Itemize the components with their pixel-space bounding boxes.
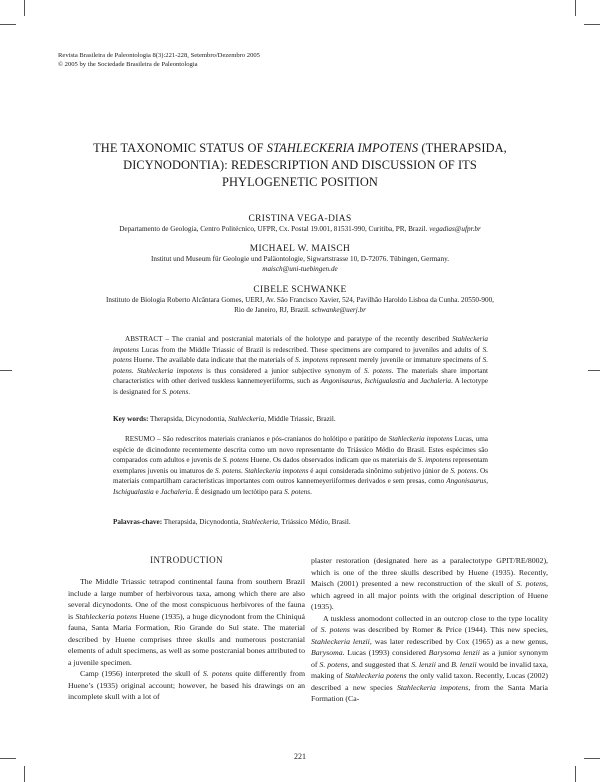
abstract-text: ABSTRACT – The cranial and postcranial materials of the holotype and paratype of the recently described Stahleckeria impotens Lucas from the Middle Triassic of Brazil is redescribed. These specimens are compared to juveniles and adults of S. potens Huene. The available data indicate that the materials of S. impotens represent merely juvenile or immature specimens of S. potens. Stahleckeria impotens is thus considered a junior subjective synonym of S. potens. The materials share important characteristics with other derived tuskless kannemeyeriiforms, such as Angonisaurus, Ischigualastia and Jachaleria. A lectotype is designated for S. potens. [113, 335, 489, 396]
title-species: STAHLECKERIA IMPOTENS [266, 141, 419, 155]
crop-mark [24, 766, 25, 782]
author-2 [60, 243, 540, 275]
keywords-text: Key words: Therapsida, Dicynodontia, Stahleckeria, Middle Triassic, Brazil. [113, 415, 336, 423]
palavras-chave-text: Palavras-chave: Therapsida, Dicynodontia, Stahleckeria, Triássico Médio, Brasil. [113, 518, 351, 526]
keywords-label: Key words: [113, 415, 149, 423]
journal-copyright: © 2005 by the Sociedade Brasileira de Paleontologia [58, 60, 198, 68]
author-affiliation: Institut und Museum für Geologie und Paläontologie, Sigwartstrasse 10, D-72076. Tübingen, Germany. [150, 255, 450, 263]
article-title [60, 140, 540, 191]
intro-paragraph-1: The Middle Triassic tetrapod continental fauna from southern Brazil include a large number of herbivorous taxa, among which there are also several dicynodonts. One of the most conspicuous herbivores of the fauna is Stahleckeria potens Huene (1935), a huge dicynodont from the Chiniquá fauna, Santa Maria Formation, Rio Grande do Sul state. The material described by Huene comprises three skulls and numerous postcranial elements of adult specimens, as well as some postcranial bones attributed to a juvenile specimen. [68, 577, 306, 667]
author-name: CIBELE SCHWANKE [253, 285, 347, 295]
author-1 [60, 213, 540, 235]
resumo [113, 434, 488, 497]
author-affiliation: Instituto de Biologia Roberto Alcântara Gomes, UERJ, Av. São Francisco Xavier, 524, Pavilhão Haroldo Lisboa da Cunha. 20550-900, [106, 296, 494, 304]
author-email[interactable]: schwanke@uerj.br [311, 305, 366, 314]
title-line-3: PHYLOGENETIC POSITION [222, 175, 378, 189]
title-line-1: THE TAXONOMIC STATUS OF STAHLECKERIA IMPOTENS (THERAPSIDA, [93, 141, 507, 155]
crop-mark [575, 766, 576, 782]
page-number: 221 [294, 752, 306, 761]
crop-mark [575, 0, 576, 16]
journal-citation: Revista Brasileira de Paleontologia 8(3):221-228, Setembro/Dezembro 2005 [58, 52, 260, 59]
author-name: CRISTINA VEGA-DIAS [248, 214, 352, 224]
resumo-text: RESUMO – São redescritos materiais cranianos e pós-cranianos do holótipo e parátipo de Stahleckeria impotens Lucas, uma espécie de dicinodonte recentemente descrita como um novo representante do Triássico Médio do Brasil. Estes espécimes são comparados com adultos e juvenis de S. potens Huene. Os dados observados indicam que os materiais de S. impotens representam exemplares juvenis ou imaturos de S. potens. Stahleckeria impotens é aqui considerada sinônimo subjetivo júnior de S. potens. Os materiais compartilham características importantes com outros kannemeyeriiformes derivados e sem presas, como Angonisaurus, Ischigualastia e Jachaleria. É designado um lectótipo para S. potens. [113, 435, 489, 496]
crop-mark [24, 0, 25, 16]
palavras-chave-label: Palavras-chave: [113, 518, 163, 526]
title-line-2: DICYNODONTIA): REDESCRIPTION AND DISCUSSION OF ITS [123, 158, 477, 172]
crop-mark [0, 24, 16, 25]
journal-header [58, 52, 260, 69]
right-paragraph-2: A tuskless anomodont collected in an outcrop close to the type locality of S. potens was described by Romer & Price (1944). This new species, Stahleckeria lenzii, was later redescribed by Cox (1965) as a new genus, Barysoma. Lucas (1993) considered Barysoma lenzii as a junior synonym of S. potens, and suggested that S. lenzii and B. lenzii would be invalid taxa, making of Stahleckeria potens the only valid taxon. Recently, Lucas (2002) described a new species Stahleckeria impotens, from the Santa Maria Formation (Ca- [311, 613, 549, 703]
crop-mark [588, 370, 600, 371]
author-email[interactable]: vegadias@ufpr.br [429, 225, 481, 233]
author-affiliation: Departamento de Geologia, Centro Politécnico, UFPR, Cx. Postal 19.001, 81531-990, Curitiba, PR, Brazil. vegadias@ufpr.br [119, 225, 481, 233]
palavras-chave [113, 517, 488, 528]
author-affiliation-line-2: Rio de Janeiro, RJ, Brazil. schwanke@uerj.br [234, 305, 366, 314]
author-name: MICHAEL W. MAISCH [249, 244, 351, 254]
crop-mark [584, 24, 600, 25]
abstract [113, 334, 488, 397]
intro-paragraph-2: Camp (1956) interpreted the skull of S. potens quite differently from Huene’s (1935) original account; however, he based his drawings on an incomplete skull with a lot of [68, 669, 306, 701]
section-heading-introduction: INTRODUCTION [150, 555, 223, 565]
right-paragraph-1: plaster restoration (designated here as a paralectotype GPIT/RE/8002), which is one of the three skulls described by Huene (1935). Recently, Maisch (2001) presented a new reconstruction of the skull of S. potens, which agreed in all major points with the original description of Huene (1935). [311, 556, 548, 611]
author-email[interactable]: maisch@uni-tuebingen.de [262, 264, 338, 273]
crop-mark [0, 370, 12, 371]
keywords [113, 414, 488, 425]
right-column [311, 555, 548, 705]
left-column [68, 554, 305, 703]
author-email-line [60, 265, 540, 275]
author-3 [60, 284, 540, 316]
